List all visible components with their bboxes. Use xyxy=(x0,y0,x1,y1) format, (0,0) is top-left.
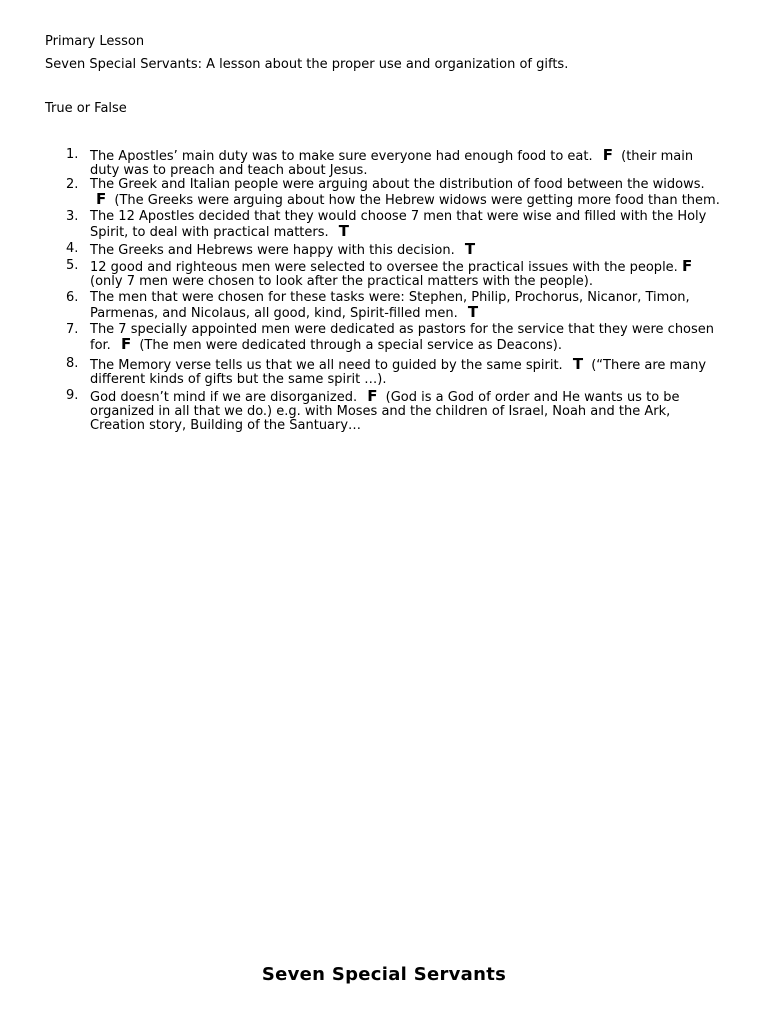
question-statement: The Greek and Italian people were arguing about the distribution of food between the widows. xyxy=(90,177,705,192)
question-number: 9. xyxy=(66,388,79,403)
lesson-category: Primary Lesson xyxy=(45,34,145,49)
question-statement: The Greeks and Hebrews were happy with this decision. xyxy=(90,243,455,258)
question-item-3 xyxy=(0,210,768,240)
question-number: 1. xyxy=(66,147,79,162)
answer-mark: T xyxy=(464,240,476,258)
question-statement: 12 good and righteous men were selected to oversee the practical issues with the people. xyxy=(90,260,678,275)
question-statement: The Apostles’ main duty was to make sure everyone had enough food to eat. xyxy=(90,149,593,164)
question-item-7 xyxy=(0,323,768,353)
question-statement: The 7 specially appointed men were dedicated as pastors for the service that they were chosen for. xyxy=(90,322,715,353)
question-item-2 xyxy=(0,178,768,208)
question-number: 7. xyxy=(66,322,79,337)
answer-mark: T xyxy=(338,222,350,240)
footer-title: Seven Special Servants xyxy=(261,964,507,985)
answer-mark: T xyxy=(467,303,479,321)
answer-note: (The Greeks were arguing about how the Hebrew widows were getting more food than them. xyxy=(114,193,720,208)
section-heading: True or False xyxy=(45,101,127,116)
question-item-6 xyxy=(0,291,768,321)
question-item-1 xyxy=(0,148,768,178)
answer-mark: F xyxy=(96,190,107,208)
question-number: 8. xyxy=(66,356,79,371)
question-item-5 xyxy=(0,259,768,289)
question-statement: The men that were chosen for these tasks were: Stephen, Philip, Prochorus, Nicanor, Timon, Parmenas, and Nicolaus, all good, kind, Spirit-filled men. xyxy=(90,290,690,321)
question-statement: God doesn’t mind if we are disorganized. xyxy=(90,390,358,405)
answer-mark: F xyxy=(681,257,693,275)
question-statement: The 12 Apostles decided that they would choose 7 men that were wise and filled with the Holy Spirit, to deal with practical matters. xyxy=(90,209,707,240)
question-number: 5. xyxy=(66,258,79,273)
question-statement: The Memory verse tells us that we all need to guided by the same spirit. xyxy=(90,358,563,373)
question-list xyxy=(0,148,768,433)
question-number: 3. xyxy=(66,209,79,224)
question-item-8 xyxy=(0,357,768,387)
answer-mark: F xyxy=(367,387,378,405)
question-number: 2. xyxy=(66,177,79,192)
answer-mark: F xyxy=(120,335,132,353)
answer-note: (their main duty was to preach and teach about Jesus. xyxy=(90,149,694,178)
answer-mark: F xyxy=(602,146,613,164)
answer-note: (only 7 men were chosen to look after the practical matters with the people). xyxy=(90,274,593,289)
answer-note: (The men were dedicated through a special service as Deacons). xyxy=(139,338,562,353)
answer-mark: T xyxy=(572,355,584,373)
question-item-9 xyxy=(0,389,768,433)
answer-note: (God is a God of order and He wants us to be organized in all that we do.) e.g. with Moses and the children of Israel, Noah and the Ark, Creation story, Building of the Santuary… xyxy=(90,390,680,433)
answer-note: (“There are many different kinds of gifts but the same spirit …). xyxy=(90,358,707,387)
lesson-subtitle: Seven Special Servants: A lesson about the proper use and organization of gifts. xyxy=(45,57,569,72)
question-item-4 xyxy=(0,242,768,258)
question-number: 4. xyxy=(66,241,79,256)
question-number: 6. xyxy=(66,290,79,305)
